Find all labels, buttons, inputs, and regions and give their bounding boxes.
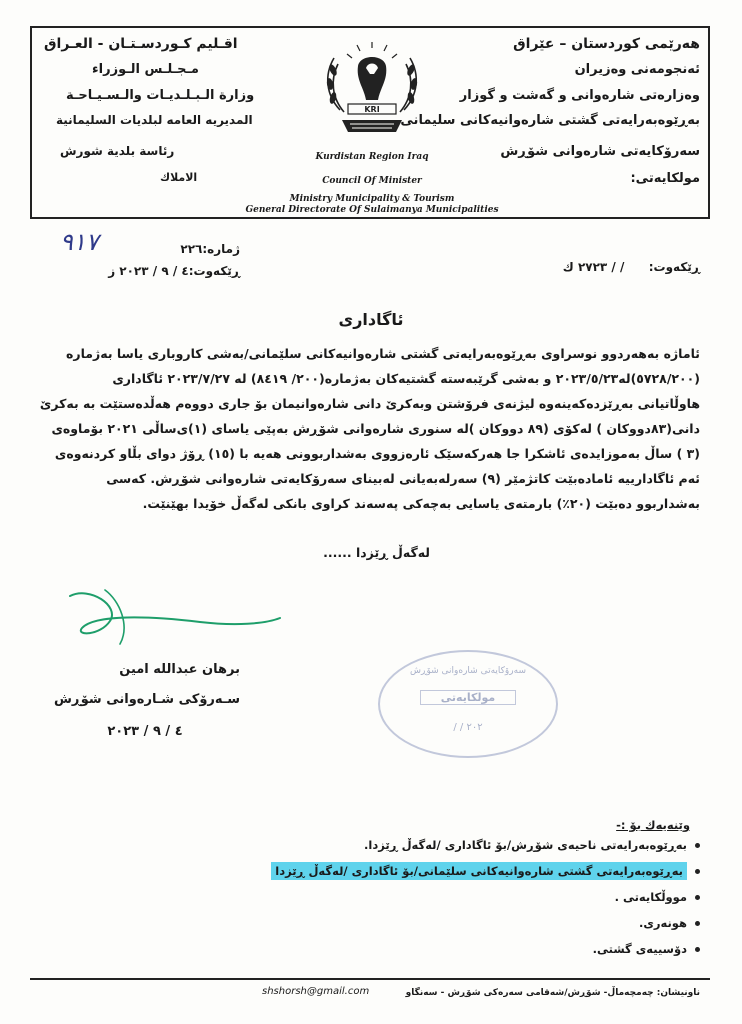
bullet-icon — [695, 843, 700, 848]
official-stamp — [378, 650, 558, 758]
cc-heading: وێنەیەك بۆ :- — [616, 818, 690, 832]
stamp-date: / / ٢٠٢ — [453, 722, 483, 733]
handwritten-signature — [60, 576, 290, 656]
stamp-label: مولکایەتی — [420, 690, 516, 705]
letter-date-kurdish — [563, 260, 700, 274]
signatory-title: سـەرۆكی شـارەوانی شۆڕش — [53, 692, 240, 707]
header-council-arabic: مـجـلـس الـوزراء — [92, 62, 199, 77]
body-line: دانی(٨٣دووکان ) لەکۆی (٨٩ دووکان )لە سنوری شارەوانی شۆڕش بەپێی یاسای (١)ی‌ساڵی ٢٠٢١ بۆماوەی — [51, 421, 700, 436]
header-directorate-kurdish: بەڕێوەبەرایەتی گشتی شارەوانیەکانی سلیمانی — [400, 113, 700, 128]
body-line: ئاماژە بەهەردوو نوسراوی بەڕێوەبەرایەتی گشتی شارەوانیەکانی سلێمانی/بەشی کاروباری یاسا بەژمارە — [66, 346, 700, 361]
bullet-icon — [695, 921, 700, 926]
body-line: (٣ ) ساڵ بەموزایدەی ئاشکرا جا هەرکەسێک ئارەزووی بەشداربوونی هەیە با (١٥) ڕۆژ دوای بڵاو کردنەوەی — [54, 446, 700, 461]
closing-remark: لەگەڵ ڕێزدا ...... — [323, 545, 430, 560]
header-council-english: Council Of Minister — [322, 176, 422, 186]
bullet-icon — [695, 947, 700, 952]
bullet-icon — [695, 869, 700, 874]
header-region-english: Kurdistan Region Iraq — [315, 152, 429, 162]
cc-list — [275, 838, 700, 968]
body-line: ئەم ئاگادارییە ئامادەبێت کاتژمێر (٩) سەرلەبەیانی لەبینای سەرۆکایەتی شارەوانی شۆڕش. کەسی — [106, 471, 700, 486]
signatory-name: برهان عبدالله امين — [119, 662, 240, 677]
body-paragraph — [40, 346, 700, 521]
letter-date-value: ٤ / ٩ / ٢٠٢٣ ز — [108, 264, 189, 278]
list-item: دۆسییەی گشتی. — [280, 942, 700, 968]
emblem-label: KRI — [364, 105, 380, 114]
list-item: بەڕێوەبەرایەتی ناحیەی شۆڕش/بۆ ئاگاداری /لەگەڵ ڕێزدا. — [280, 838, 700, 864]
header-council-kurdish: ئەنجومەنی وەزیران — [574, 62, 700, 77]
document-title: ئاگاداری — [338, 310, 404, 329]
bullet-icon — [695, 895, 700, 900]
header-ministry-arabic: وزارة الـبـلـديـات والـسـيـاحـة — [66, 88, 255, 103]
header-directorate-arabic: المديريه العامه لبلديات السليمانية — [56, 113, 253, 127]
body-line: هاوڵاتیانی بەڕێزدەکەینەوە لیژنەی فرۆشتن وبەکرێ دانی شارەوانیمان بۆ جاری دووەم هەڵدەستێت بە بەکرێ — [39, 396, 700, 411]
stamp-text: سەرۆکایەتی شارەوانی شۆڕش — [409, 666, 526, 676]
header-directorate-english: General Directorate Of Sulaimanya Municipalities — [245, 205, 499, 215]
list-item: هونەری. — [280, 916, 700, 942]
signatory-date: ٤ / ٩ / ٢٠٢٣ — [107, 724, 183, 739]
letter-date-label: ڕێکەوت: — [188, 264, 240, 278]
body-line: (٥٧٢٨/٢٠٠)لە٢٠٢٣/٥/٢٣ و بەشی گرێبەستە گشتیەکان بەژمارە(٢٠٠/ ٨٤١٩) لە ٢٠٢٣/٧/٢٧ ئاگاداری — [112, 371, 700, 386]
header-region-kurdish: هەرێمی کوردستان – عێراق — [513, 36, 700, 52]
number-value: ٢٢٦ — [180, 242, 203, 256]
header-ministry-english: Ministry Municipality & Tourism — [289, 194, 455, 204]
handwritten-number: ٩١٧ — [60, 228, 99, 256]
list-item — [275, 864, 700, 890]
body-line: بەشداربوو دەبێت (٢٠٪) بارمتەی یاسایی بەچەکی پەسەند کراوی بانکی لەگەڵ خۆیدا بهێنێت. — [142, 496, 700, 511]
footer-address: ناونیشان: چەمچەماڵ- شۆڕش/شەقامی سەرەکی شۆڕش - سەنگاو — [405, 988, 700, 998]
letter-number — [40, 242, 240, 256]
date-value: / / ٢٧٢٣ ك — [562, 260, 625, 274]
highlighted-text: بەڕێوەبەرایەتی گشتی شارەوانیەکانی سلێمانی/بۆ ئاگاداری /لەگەڵ ڕێزدا — [271, 862, 687, 880]
header-presidency-arabic: رئاسة بلدية شورش — [60, 144, 175, 158]
kurdistan-emblem-icon — [316, 40, 428, 140]
header-property-arabic: الاملاك — [160, 171, 198, 184]
list-item: مووڵکایەتی . — [280, 890, 700, 916]
header-ministry-kurdish: وەزارەتی شارەوانی و گەشت و گوزار — [459, 88, 700, 103]
footer-email: shshorsh@gmail.com — [262, 986, 370, 997]
header-presidency-kurdish: سەرۆکایەتی شارەوانی شۆڕش — [500, 144, 700, 159]
letter-date — [40, 264, 240, 278]
header-property-kurdish: مولکایەتی: — [630, 171, 700, 186]
footer-divider — [30, 978, 710, 980]
number-label: ژمارە: — [202, 242, 240, 256]
header-region-arabic: اقـليم كـوردسـتـان - العـراق — [44, 36, 238, 52]
date-label: ڕێکەوت: — [648, 260, 700, 274]
